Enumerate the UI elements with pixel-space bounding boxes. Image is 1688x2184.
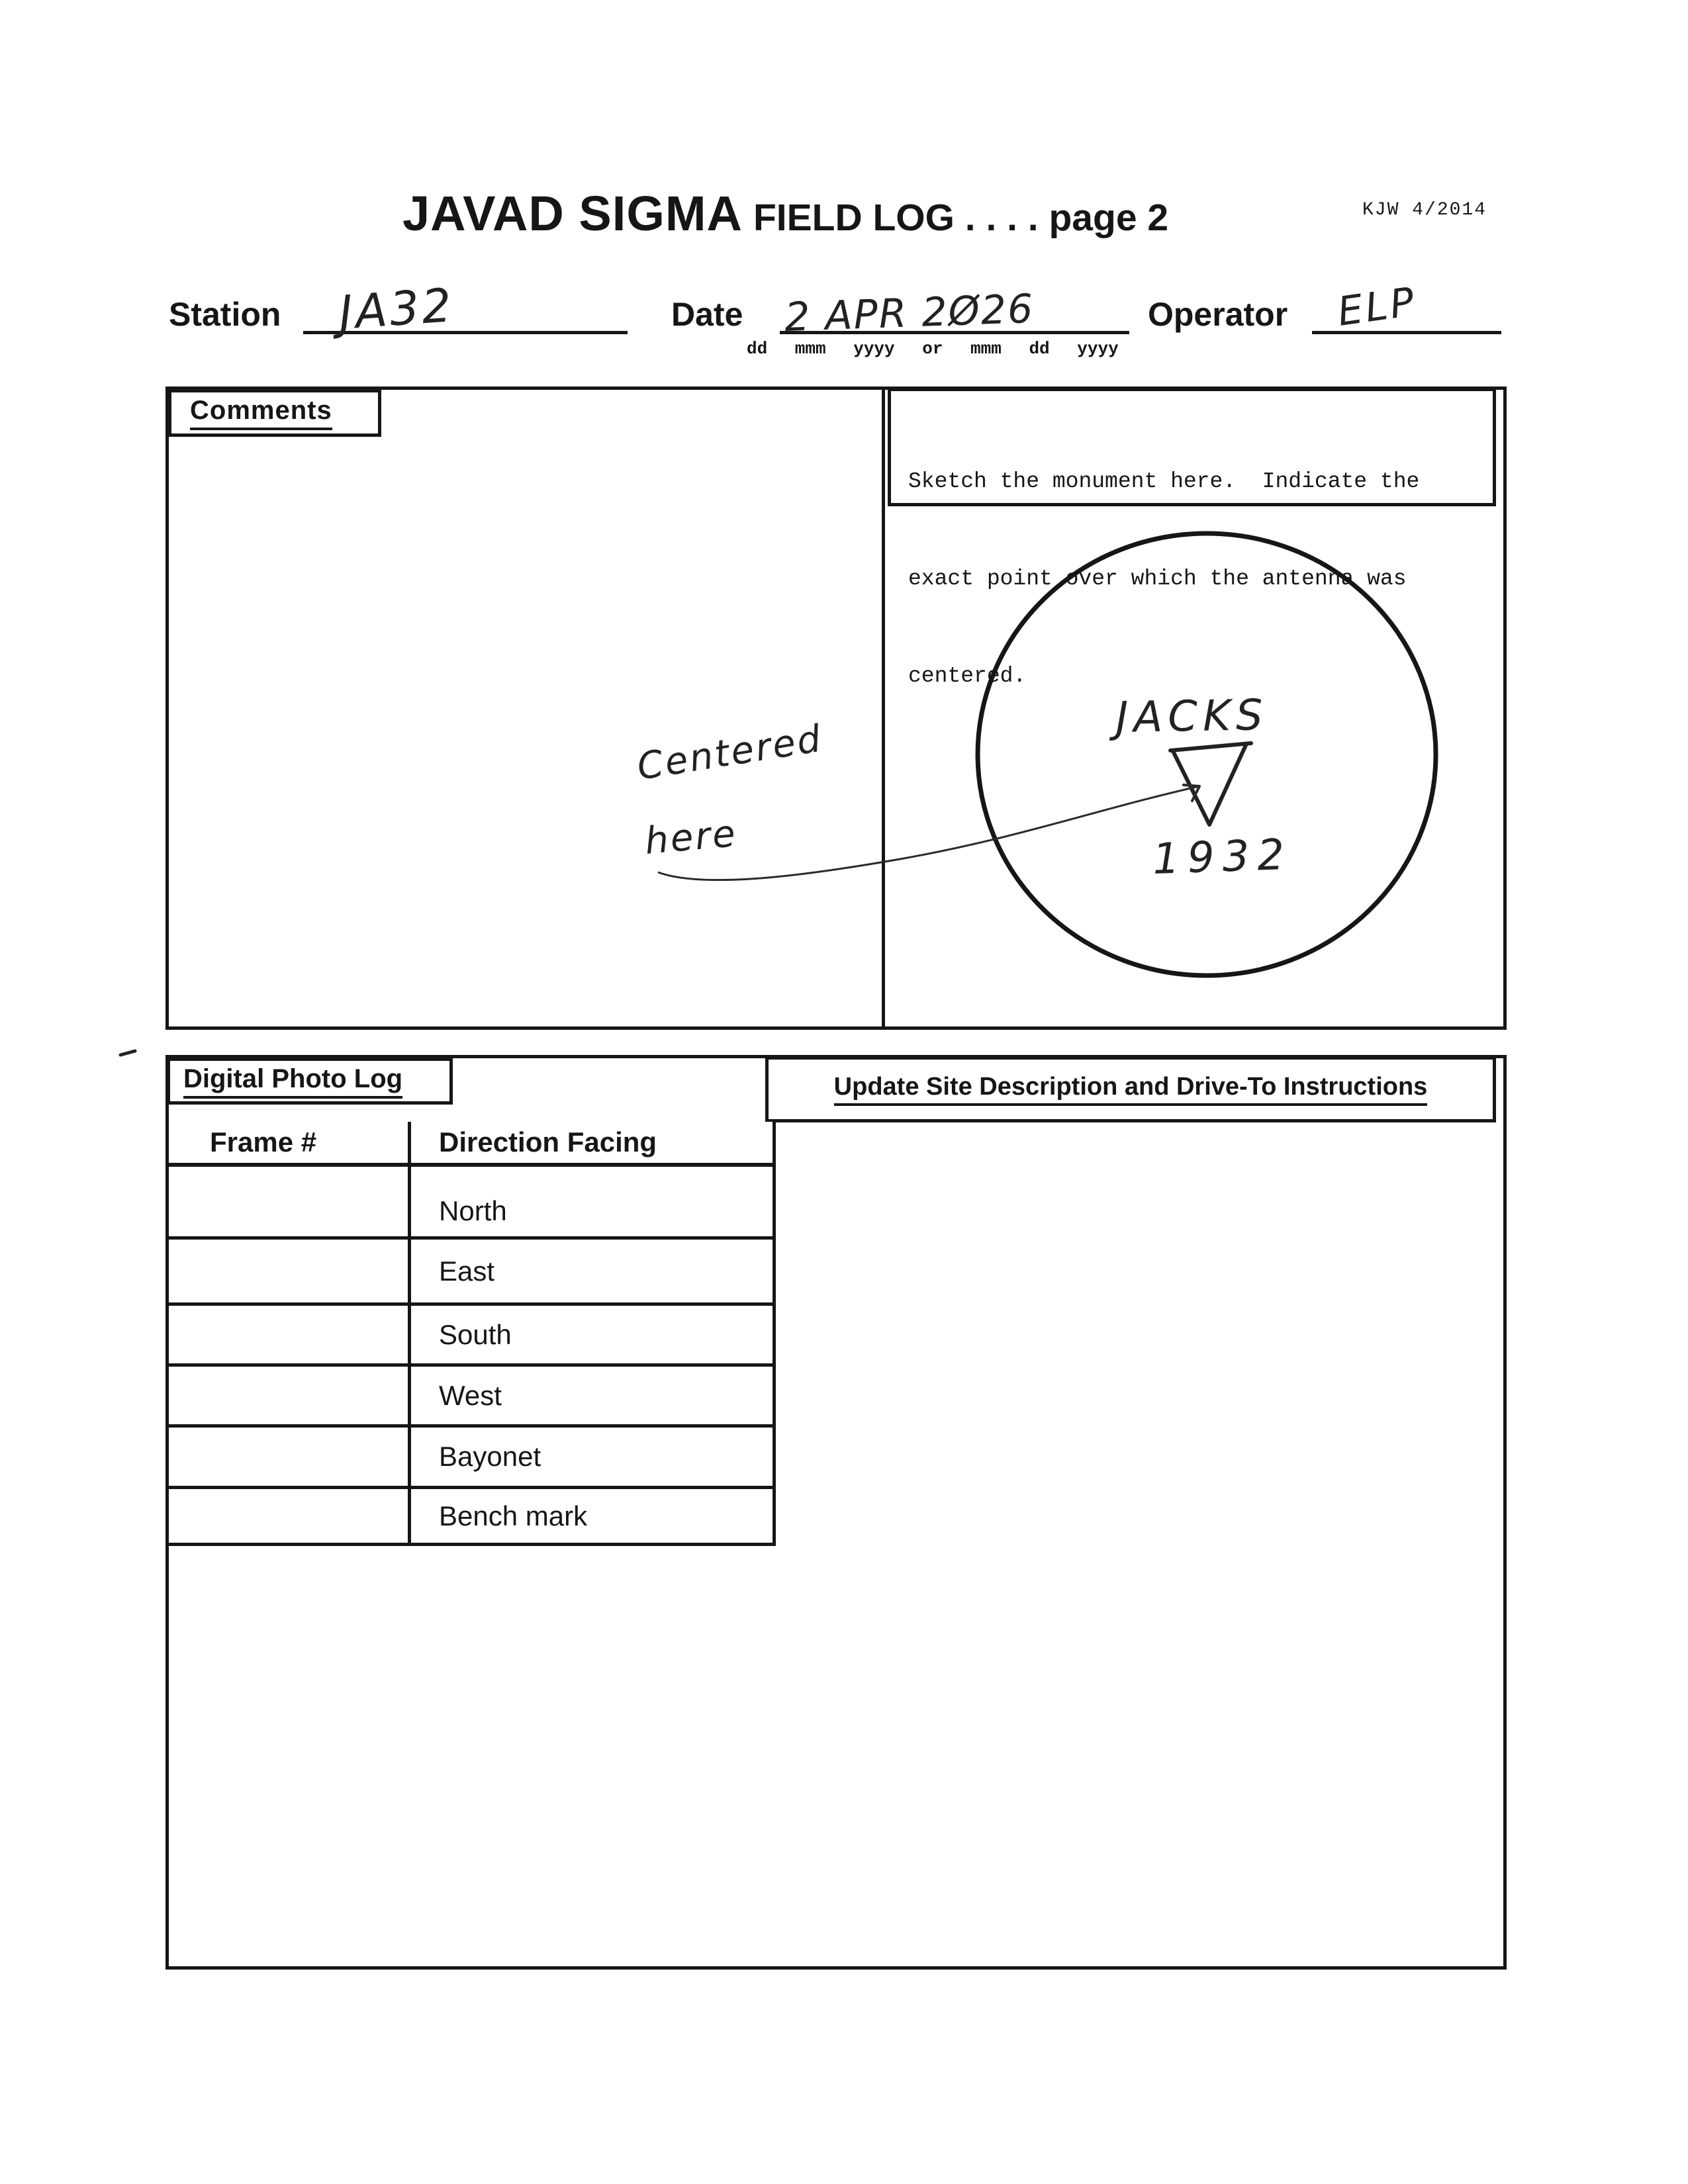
station-label: Station — [169, 296, 281, 333]
date-label: Date — [671, 296, 743, 333]
photo-log-column-direction: Direction Facing — [439, 1126, 657, 1158]
photo-log-label: Digital Photo Log — [183, 1064, 402, 1099]
date-format-hint: dd mmm yyyy or mmm dd yyyy — [747, 339, 1119, 359]
revision-note: KJW 4/2014 — [1362, 200, 1487, 220]
station-value-handwriting: JA32 — [337, 278, 456, 340]
date-value-handwriting: 2 APR 2Ø26 — [784, 285, 1035, 341]
centered-note-word2-handwriting: here — [643, 812, 739, 863]
monument-circle-sketch — [978, 533, 1436, 976]
sketch-instruction-line-1: Sketch the monument here. Indicate the — [908, 469, 1420, 494]
page-title-sub: FIELD LOG . . . . page 2 — [753, 197, 1169, 239]
sketch-instruction-line-3: centered. — [908, 664, 1027, 688]
operator-value-handwriting: ELP — [1335, 278, 1420, 336]
direction-cell: East — [439, 1255, 495, 1287]
operator-label: Operator — [1148, 296, 1288, 333]
leader-arrow — [658, 786, 1199, 880]
direction-cell: Bayonet — [439, 1441, 541, 1472]
comments-label: Comments — [190, 396, 332, 430]
centered-note-word1-handwriting: Centered — [634, 717, 826, 789]
stray-pen-mark — [120, 1051, 135, 1055]
direction-cell: South — [439, 1318, 512, 1350]
monument-year-handwriting: 1932 — [1151, 830, 1293, 884]
photo-log-column-frame: Frame # — [169, 1122, 411, 1163]
direction-cell: West — [439, 1379, 502, 1411]
direction-cell: North — [439, 1195, 507, 1226]
site-update-label: Update Site Description and Drive-To Instructions — [834, 1073, 1428, 1106]
survey-triangle-icon — [1170, 743, 1251, 825]
direction-cell: Bench mark — [439, 1500, 588, 1531]
monument-name-handwriting: JACKS — [1115, 690, 1269, 743]
sketch-instruction-line-2: exact point over which the antenna was — [908, 567, 1407, 591]
page-title-main: JAVAD SIGMA — [402, 186, 743, 241]
